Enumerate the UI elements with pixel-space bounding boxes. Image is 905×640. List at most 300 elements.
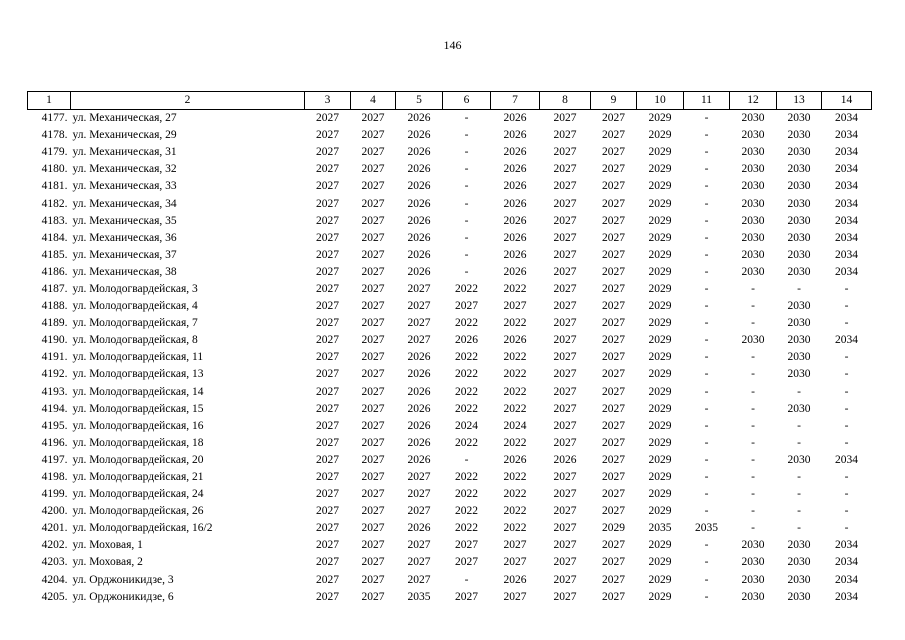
year-cell: 2029 (648, 488, 672, 501)
year-cell: 2027 (602, 539, 625, 552)
year-cell: 2027 (553, 436, 577, 449)
year-cell: 2029 (648, 590, 672, 603)
year-cell: 2027 (361, 590, 385, 603)
year-cell: 2027 (361, 282, 385, 295)
year-cell: 2027 (361, 265, 385, 278)
year-cell: 2029 (648, 197, 672, 210)
year-cell: 2027 (602, 231, 625, 244)
year-cell: - (704, 471, 709, 484)
year-cell: 2027 (602, 368, 625, 381)
year-cell: 2027 (316, 385, 339, 398)
table-body (28, 110, 872, 606)
year-cell: 2030 (741, 248, 765, 261)
year-cell: 2022 (503, 402, 527, 415)
year-cell: 2027 (553, 248, 577, 261)
year-cell: 2027 (602, 436, 625, 449)
year-cell: 2029 (648, 436, 672, 449)
column-header-3: 3 (305, 92, 351, 110)
table-header (28, 92, 872, 110)
table-row (28, 537, 872, 554)
year-cell: 2027 (316, 334, 339, 347)
row-number: 4194. (41, 402, 68, 415)
year-cell: 2027 (553, 471, 577, 484)
year-cell: 2030 (787, 590, 811, 603)
year-cell: 2027 (361, 146, 385, 159)
year-cell: 2030 (787, 231, 811, 244)
year-cell: 2026 (503, 265, 527, 278)
year-cell: 2027 (553, 334, 577, 347)
table-row (28, 144, 872, 161)
year-cell: 2027 (602, 556, 625, 569)
table-row (28, 264, 872, 281)
year-cell: 2027 (316, 471, 339, 484)
year-cell: 2027 (553, 488, 577, 501)
year-cell: 2027 (361, 522, 385, 535)
year-cell: - (704, 265, 709, 278)
year-cell: 2026 (407, 402, 431, 415)
year-cell: 2027 (553, 112, 577, 125)
year-cell: 2030 (741, 556, 765, 569)
year-cell: - (751, 385, 755, 398)
year-cell: - (464, 231, 469, 244)
address-cell: ул. Молодогвардейская, 21 (72, 471, 204, 484)
year-cell: 2027 (316, 505, 339, 518)
year-cell: 2027 (553, 129, 577, 142)
year-cell: 2030 (787, 163, 811, 176)
year-cell: - (704, 112, 709, 125)
column-header-5: 5 (396, 92, 443, 110)
year-cell: 2026 (407, 368, 431, 381)
column-header-10: 10 (637, 92, 684, 110)
year-cell: 2034 (835, 112, 858, 125)
year-cell: 2030 (741, 163, 765, 176)
year-cell: 2027 (316, 436, 339, 449)
address-cell: ул. Механическая, 31 (72, 146, 177, 159)
year-cell: - (464, 214, 469, 227)
address-cell: ул. Молодогвардейская, 3 (72, 282, 198, 295)
year-cell: 2030 (741, 590, 765, 603)
year-cell: 2027 (361, 368, 385, 381)
year-cell: 2027 (602, 317, 625, 330)
year-cell: 2027 (553, 231, 577, 244)
year-cell: 2027 (553, 573, 577, 586)
year-cell: 2026 (503, 573, 527, 586)
year-cell: - (751, 402, 755, 415)
row-number: 4193. (41, 385, 68, 398)
year-cell: - (704, 248, 709, 261)
row-number: 4185. (41, 248, 68, 261)
row-number: 4178. (41, 129, 68, 142)
year-cell: - (844, 300, 849, 313)
year-cell: 2027 (361, 214, 385, 227)
year-cell: 2027 (455, 590, 478, 603)
address-cell: ул. Моховая, 1 (72, 539, 143, 552)
year-cell: 2027 (316, 146, 339, 159)
column-header-13: 13 (777, 92, 822, 110)
year-cell: 2022 (503, 351, 527, 364)
year-cell: - (844, 351, 849, 364)
row-number: 4183. (41, 214, 68, 227)
year-cell: - (797, 505, 801, 518)
row-number: 4184. (41, 231, 68, 244)
year-cell: 2026 (407, 419, 431, 432)
year-cell: - (797, 282, 801, 295)
year-cell: 2026 (503, 248, 527, 261)
year-cell: - (844, 419, 849, 432)
year-cell: 2024 (503, 419, 527, 432)
table-row (28, 384, 872, 401)
year-cell: - (751, 300, 755, 313)
year-cell: 2027 (407, 505, 431, 518)
address-cell: ул. Механическая, 36 (72, 231, 177, 244)
year-cell: 2029 (648, 317, 672, 330)
year-cell: 2027 (602, 214, 625, 227)
year-cell: 2027 (602, 402, 625, 415)
year-cell: 2027 (602, 590, 625, 603)
year-cell: 2030 (741, 539, 765, 552)
row-number: 4200. (41, 505, 68, 518)
year-cell: 2029 (648, 300, 672, 313)
year-cell: 2022 (503, 505, 527, 518)
table-row (28, 127, 872, 144)
address-cell: ул. Механическая, 32 (72, 163, 177, 176)
year-cell: - (704, 368, 709, 381)
row-number: 4180. (41, 163, 68, 176)
year-cell: - (751, 317, 755, 330)
table-row (28, 281, 872, 298)
year-cell: 2035 (648, 522, 672, 535)
address-cell: ул. Молодогвардейская, 18 (72, 436, 204, 449)
table-row (28, 315, 872, 332)
address-cell: ул. Моховая, 2 (72, 556, 143, 569)
year-cell: 2029 (648, 385, 672, 398)
year-cell: 2029 (648, 573, 672, 586)
address-cell: ул. Молодогвардейская, 24 (72, 488, 204, 501)
address-cell: ул. Молодогвардейская, 11 (72, 351, 204, 364)
year-cell: 2026 (407, 146, 431, 159)
year-cell: 2022 (503, 368, 527, 381)
year-cell: 2027 (602, 180, 625, 193)
year-cell: 2027 (407, 556, 431, 569)
table-row (28, 520, 872, 537)
year-cell: 2027 (316, 539, 339, 552)
year-cell: 2034 (835, 231, 858, 244)
year-cell: 2027 (602, 351, 625, 364)
year-cell: - (704, 505, 709, 518)
column-header-9: 9 (591, 92, 637, 110)
year-cell: 2027 (455, 300, 478, 313)
column-header-4: 4 (351, 92, 396, 110)
year-cell: - (464, 197, 469, 210)
year-cell: 2022 (503, 282, 527, 295)
address-cell: ул. Молодогвардейская, 7 (72, 317, 198, 330)
year-cell: 2027 (316, 488, 339, 501)
year-cell: 2027 (361, 231, 385, 244)
year-cell: - (464, 163, 469, 176)
year-cell: 2029 (648, 505, 672, 518)
year-cell: - (844, 488, 849, 501)
address-cell: ул. Механическая, 27 (72, 112, 177, 125)
year-cell: - (797, 385, 801, 398)
table-row (28, 213, 872, 230)
year-cell: 2022 (455, 522, 478, 535)
year-cell: 2026 (407, 351, 431, 364)
year-cell: 2027 (602, 112, 625, 125)
row-number: 4182. (41, 197, 68, 210)
row-number: 4196. (41, 436, 68, 449)
row-number: 4179. (41, 146, 68, 159)
year-cell: 2027 (602, 419, 625, 432)
year-cell: 2027 (316, 368, 339, 381)
year-cell: - (751, 453, 755, 466)
year-cell: - (464, 129, 469, 142)
year-cell: 2034 (835, 334, 858, 347)
year-cell: 2027 (361, 163, 385, 176)
year-cell: 2027 (553, 556, 577, 569)
year-cell: - (704, 488, 709, 501)
year-cell: 2030 (787, 368, 811, 381)
row-number: 4189. (41, 317, 68, 330)
year-cell: 2029 (648, 402, 672, 415)
year-cell: - (704, 436, 709, 449)
year-cell: 2026 (503, 146, 527, 159)
year-cell: 2027 (361, 385, 385, 398)
year-cell: - (844, 436, 849, 449)
year-cell: - (704, 402, 709, 415)
year-cell: 2027 (361, 573, 385, 586)
year-cell: - (844, 402, 849, 415)
year-cell: 2029 (648, 471, 672, 484)
year-cell: 2027 (316, 129, 339, 142)
year-cell: 2029 (648, 453, 672, 466)
year-cell: - (704, 282, 709, 295)
year-cell: 2027 (316, 248, 339, 261)
address-cell: ул. Молодогвардейская, 8 (72, 334, 198, 347)
year-cell: 2022 (503, 488, 527, 501)
year-cell: 2026 (407, 436, 431, 449)
year-cell: 2029 (648, 214, 672, 227)
year-cell: 2027 (361, 453, 385, 466)
year-cell: 2034 (835, 197, 858, 210)
year-cell: 2027 (407, 539, 431, 552)
year-cell: 2026 (503, 129, 527, 142)
year-cell: 2026 (407, 522, 431, 535)
year-cell: - (797, 471, 801, 484)
year-cell: 2027 (361, 436, 385, 449)
year-cell: - (797, 419, 801, 432)
header-row (28, 92, 872, 110)
year-cell: 2030 (787, 402, 811, 415)
year-cell: 2027 (361, 556, 385, 569)
year-cell: 2027 (553, 351, 577, 364)
address-cell: ул. Механическая, 34 (72, 197, 177, 210)
year-cell: 2026 (407, 214, 431, 227)
year-cell: - (704, 197, 709, 210)
year-cell: - (704, 385, 709, 398)
year-cell: 2026 (407, 129, 431, 142)
year-cell: 2030 (741, 214, 765, 227)
column-header-11: 11 (684, 92, 730, 110)
table-row (28, 247, 872, 264)
year-cell: 2030 (787, 556, 811, 569)
year-cell: 2030 (741, 265, 765, 278)
year-cell: - (844, 471, 849, 484)
row-number: 4191. (41, 351, 68, 364)
year-cell: 2030 (741, 129, 765, 142)
year-cell: - (751, 505, 755, 518)
year-cell: 2030 (787, 334, 811, 347)
year-cell: 2034 (835, 265, 858, 278)
year-cell: 2026 (407, 453, 431, 466)
year-cell: 2030 (787, 317, 811, 330)
table-row (28, 503, 872, 520)
year-cell: - (464, 265, 469, 278)
year-cell: - (751, 351, 755, 364)
year-cell: - (704, 214, 709, 227)
year-cell: 2027 (316, 453, 339, 466)
year-cell: - (844, 385, 849, 398)
year-cell: 2027 (602, 471, 625, 484)
row-number: 4181. (41, 180, 68, 193)
year-cell: 2027 (361, 488, 385, 501)
year-cell: 2027 (553, 300, 577, 313)
year-cell: - (704, 539, 709, 552)
year-cell: 2027 (602, 129, 625, 142)
year-cell: - (704, 317, 709, 330)
table-row (28, 554, 872, 571)
year-cell: 2034 (835, 248, 858, 261)
year-cell: 2027 (602, 385, 625, 398)
table-row (28, 366, 872, 383)
year-cell: 2027 (602, 300, 625, 313)
year-cell: 2029 (648, 334, 672, 347)
year-cell: 2027 (602, 282, 625, 295)
year-cell: 2026 (503, 334, 527, 347)
year-cell: - (751, 436, 755, 449)
year-cell: 2027 (316, 180, 339, 193)
year-cell: 2027 (602, 334, 625, 347)
year-cell: - (797, 522, 801, 535)
table-row (28, 178, 872, 195)
year-cell: 2034 (835, 146, 858, 159)
row-number: 4197. (41, 453, 68, 466)
year-cell: 2027 (553, 419, 577, 432)
row-number: 4203. (41, 556, 68, 569)
year-cell: - (751, 368, 755, 381)
address-cell: ул. Молодогвардейская, 4 (72, 300, 198, 313)
year-cell: 2027 (553, 539, 577, 552)
address-cell: ул. Орджоникидзе, 6 (72, 590, 174, 603)
year-cell: 2030 (741, 573, 765, 586)
year-cell: 2027 (316, 522, 339, 535)
year-cell: 2027 (602, 453, 625, 466)
column-header-12: 12 (730, 92, 777, 110)
year-cell: - (464, 112, 469, 125)
year-cell: 2027 (553, 590, 577, 603)
year-cell: 2030 (787, 539, 811, 552)
year-cell: 2030 (787, 351, 811, 364)
year-cell: 2026 (407, 180, 431, 193)
year-cell: 2030 (787, 197, 811, 210)
year-cell: 2026 (407, 163, 431, 176)
year-cell: 2027 (407, 300, 431, 313)
year-cell: 2027 (503, 590, 527, 603)
year-cell: 2024 (455, 419, 478, 432)
year-cell: 2027 (316, 231, 339, 244)
year-cell: 2027 (503, 300, 527, 313)
year-cell: 2026 (407, 112, 431, 125)
year-cell: 2030 (787, 112, 811, 125)
year-cell: 2026 (407, 197, 431, 210)
table-row (28, 349, 872, 366)
address-cell: ул. Механическая, 35 (72, 214, 177, 227)
row-number: 4204. (41, 573, 68, 586)
year-cell: 2029 (648, 248, 672, 261)
year-cell: 2027 (361, 471, 385, 484)
year-cell: 2027 (602, 146, 625, 159)
year-cell: 2022 (503, 471, 527, 484)
year-cell: 2030 (787, 214, 811, 227)
year-cell: - (751, 522, 755, 535)
year-cell: 2027 (455, 556, 478, 569)
year-cell: - (704, 590, 709, 603)
table-row (28, 110, 872, 128)
address-cell: ул. Механическая, 38 (72, 265, 177, 278)
year-cell: 2027 (553, 402, 577, 415)
year-cell: - (464, 146, 469, 159)
row-number: 4186. (41, 265, 68, 278)
year-cell: - (704, 163, 709, 176)
row-number: 4199. (41, 488, 68, 501)
year-cell: - (464, 180, 469, 193)
year-cell: - (751, 419, 755, 432)
year-cell: 2027 (455, 539, 478, 552)
year-cell: 2027 (361, 248, 385, 261)
year-cell: - (751, 282, 755, 295)
year-cell: 2026 (503, 163, 527, 176)
year-cell: 2022 (455, 436, 478, 449)
year-cell: 2027 (602, 197, 625, 210)
address-cell: ул. Механическая, 29 (72, 129, 177, 142)
year-cell: 2027 (553, 522, 577, 535)
year-cell: 2022 (503, 436, 527, 449)
address-cell: ул. Молодогвардейская, 16/2 (72, 522, 213, 535)
table-row (28, 572, 872, 589)
address-cell: ул. Механическая, 33 (72, 180, 177, 193)
year-cell: 2026 (553, 453, 577, 466)
year-cell: 2029 (648, 368, 672, 381)
year-cell: - (464, 573, 469, 586)
year-cell: 2029 (648, 180, 672, 193)
year-cell: 2022 (503, 317, 527, 330)
year-cell: 2027 (361, 351, 385, 364)
year-cell: 2029 (648, 539, 672, 552)
year-cell: - (704, 419, 709, 432)
table-row (28, 332, 872, 349)
schedule-table (27, 91, 872, 606)
year-cell: 2022 (503, 385, 527, 398)
year-cell: 2027 (407, 282, 431, 295)
year-cell: 2027 (361, 402, 385, 415)
year-cell: - (704, 556, 709, 569)
year-cell: 2027 (316, 590, 339, 603)
year-cell: 2027 (361, 505, 385, 518)
year-cell: 2030 (787, 300, 811, 313)
year-cell: 2022 (455, 351, 478, 364)
year-cell: 2027 (361, 300, 385, 313)
year-cell: - (751, 471, 755, 484)
year-cell: 2034 (835, 453, 858, 466)
